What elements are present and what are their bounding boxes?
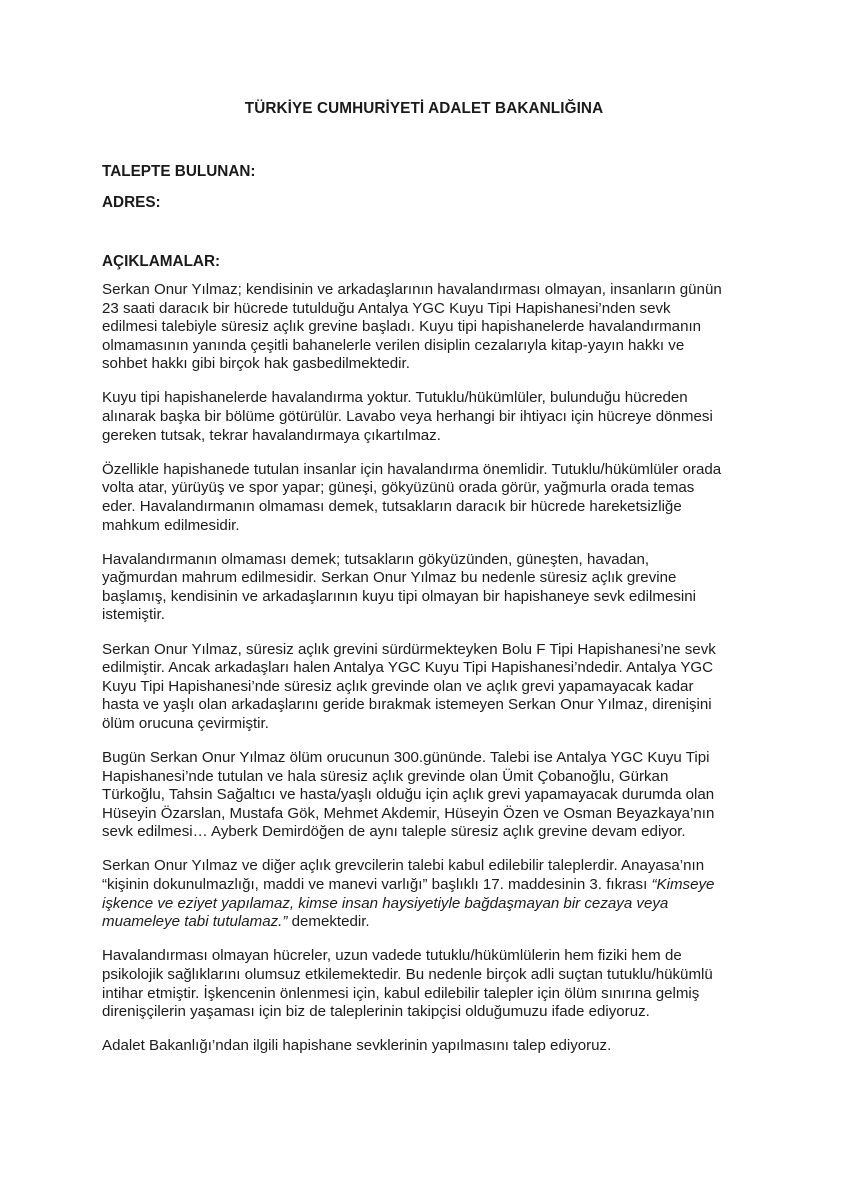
paragraph-2 [102,389,752,445]
text-line: edilmesi talebiyle süresiz açlık grevine başladı. Kuyu tipi hapishanelerde havalandırmanın [102,318,702,336]
address-label: ADRES: [102,194,161,211]
text-line: Kuyu Tipi Hapishanesi’nde süresiz açlık grevinde olan ve açlık grevi yapamayacak kadar [102,677,694,695]
text-line: olmamasının yanında çeşitli bahanelerle verilen disiplin cezalarıyla kitap-yayın hakkı ve [102,336,685,354]
text-line: Serkan Onur Yılmaz ve diğer açlık grevcilerin talebi kabul edilebilir taleplerdir. Anayasa’nın [102,857,705,875]
text-line: psikolojik sağlıklarını olumsuz etkilemektedir. Bu nedenle birçok adli suçtan tutuklu/hükümlü [102,965,713,983]
quote-text: muameleye tabi tutulamaz.” [102,913,288,931]
text-line: istemiştir. [102,606,165,624]
text-line: Türkoğlu, Tahsin Sağaltıcı ve hasta/yaşlı olduğu için açlık grevi yapamayacak durumda olan [102,786,715,804]
text-line: Bugün Serkan Onur Yılmaz ölüm orucunun 300.gününde. Talebi ise Antalya YGC Kuyu Tipi [102,748,710,766]
quote-text: “Kimseye [651,876,715,894]
paragraph-3 [102,461,752,535]
text-line: yağmurdan mahrum edilmesidir. Serkan Onur Yılmaz bu nedenle süresiz açlık grevine [102,569,677,587]
text-line: edilmiştir. Ancak arkadaşları halen Antalya YGC Kuyu Tipi Hapishanesi’ndedir. Antalya YGC [102,659,714,677]
text-line: sohbet hakkı gibi birçok hak gasbedilmektedir. [102,355,410,373]
paragraph-constitution [102,857,752,931]
explanations-label: AÇIKLAMALAR: [102,253,221,270]
document-title: TÜRKİYE CUMHURİYETİ ADALET BAKANLIĞINA [244,100,604,117]
paragraph-5 [102,641,752,734]
text-line: Hüseyin Özarslan, Mustafa Gök, Mehmet Akdemir, Hüseyin Özen ve Osman Beyazkaya’nın [102,804,715,822]
paragraph-8 [102,1037,752,1056]
text-line: Adalet Bakanlığı’ndan ilgili hapishane sevklerinin yapılmasını talep ediyoruz. [102,1037,612,1055]
text-line: eder. Havalandırmanın olmaması demek, tutsakların daracık bir hücrede hareketsizliğe [102,497,682,515]
text-line: Serkan Onur Yılmaz, süresiz açlık grevini sürdürmekteyken Bolu F Tipi Hapishanesi’ne sevk [102,640,716,658]
text-line: volta atar, yürüyüş ve spor yapar; güneşi, gökyüzünü orada görür, yağmurla orada temas [102,479,695,497]
text-line: başlamış, kendisinin ve arkadaşlarının kuyu tipi olmayan bir hapishaneye sevk edilmesini [102,587,696,605]
text-line: 23 saati daracık bir hücrede tutulduğu Antalya YGC Kuyu Tipi Hapishanesi’nden sevk [102,299,671,317]
paragraph-6 [102,749,752,842]
text-segment: “kişinin dokunulmazlığı, maddi ve manevi varlığı” başlıklı 17. maddesinin 3. fıkrası [102,876,652,894]
text-line: Hapishanesi’nde tutulan ve hala süresiz açlık grevinde olan Ümit Çobanoğlu, Gürkan [102,767,669,785]
text-line: direnişçilerin yaşaması için biz de taleplerinin takipçisi olduğumuzu ifade ediyoruz. [102,1003,650,1021]
document-body [102,281,752,1071]
text-line: mahkum edilmesidir. [102,516,240,534]
paragraph-4 [102,551,752,625]
text-line: Havalandırması olmayan hücreler, uzun vadede tutuklu/hükümlülerin hem fiziki hem de [102,947,682,965]
requester-label: TALEPTE BULUNAN: [102,163,256,180]
text-line: Havalandırmanın olmaması demek; tutsakların gökyüzünden, güneşten, havadan, [102,550,650,568]
text-line: alınarak başka bir bölüme götürülür. Lavabo veya herhangi bir ihtiyacı için hücreye dönmesi [102,408,713,426]
text-line: intihar etmiştir. İşkencenin önlenmesi için, kabul edilebilir talepler için ölüm sınırına gelmiş [102,984,700,1002]
text-line [102,895,752,914]
text-line: sevk edilmesi… Ayberk Demirdöğen de aynı taleple süresiz açlık grevine devam ediyor. [102,823,686,841]
text-line: Serkan Onur Yılmaz; kendisinin ve arkadaşlarının havalandırması olmayan, insanların günün [102,281,722,298]
text-line [102,876,752,895]
text-segment: demektedir. [287,913,370,931]
paragraph-1 [102,281,752,374]
text-line: Özellikle hapishanede tutulan insanlar için havalandırma önemlidir. Tutuklu/hükümlüler orada [102,460,722,478]
text-line: gereken tutsak, tekrar havalandırmaya çıkartılmaz. [102,426,441,444]
text-line [102,913,752,932]
paragraph-7 [102,947,752,1021]
text-line: ölüm orucuna çevirmiştir. [102,714,269,732]
text-line: hasta ve yaşlı olan arkadaşlarını geride bırakmak istemeyen Serkan Onur Yılmaz, direnişini [102,696,712,714]
text-line: Kuyu tipi hapishanelerde havalandırma yoktur. Tutuklu/hükümlüler, bulunduğu hücreden [102,389,688,407]
quote-text: işkence ve eziyet yapılamaz, kimse insan haysiyetiyle bağdaşmayan bir cezaya veya [102,894,669,912]
